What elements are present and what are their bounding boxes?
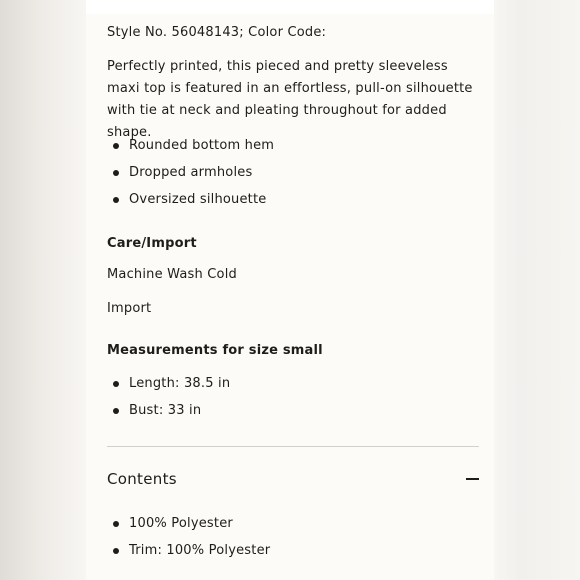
measurement-text: Bust: 33 in <box>129 403 202 418</box>
bullet-icon <box>113 170 119 176</box>
bullet-icon <box>113 381 119 387</box>
feature-text: Oversized silhouette <box>129 192 267 207</box>
top-strip <box>86 0 494 14</box>
bullet-icon <box>113 521 119 527</box>
care-wash: Machine Wash Cold <box>107 267 237 282</box>
section-divider <box>107 446 479 447</box>
care-origin: Import <box>107 301 152 316</box>
bullet-icon <box>113 548 119 554</box>
style-number: Style No. 56048143; Color Code: <box>107 25 327 40</box>
content-text: Trim: 100% Polyester <box>129 543 271 558</box>
feature-text: Rounded bottom hem <box>129 138 275 153</box>
contents-accordion-toggle[interactable] <box>107 466 479 492</box>
bullet-icon <box>113 408 119 414</box>
content-text: 100% Polyester <box>129 516 233 531</box>
minus-icon[interactable] <box>466 478 479 480</box>
product-description: Perfectly printed, this pieced and pretty sleeveless maxi top is featured in an effortless, pull-on silhouette with tie at neck and pleating throughout for added shape. <box>107 59 473 140</box>
feature-text: Dropped armholes <box>129 165 253 180</box>
measurement-text: Length: 38.5 in <box>129 376 231 391</box>
care-heading: Care/Import <box>107 236 197 251</box>
measurements-heading: Measurements for size small <box>107 343 323 358</box>
contents-title: Contents <box>107 470 177 488</box>
bullet-icon <box>113 143 119 149</box>
bullet-icon <box>113 197 119 203</box>
